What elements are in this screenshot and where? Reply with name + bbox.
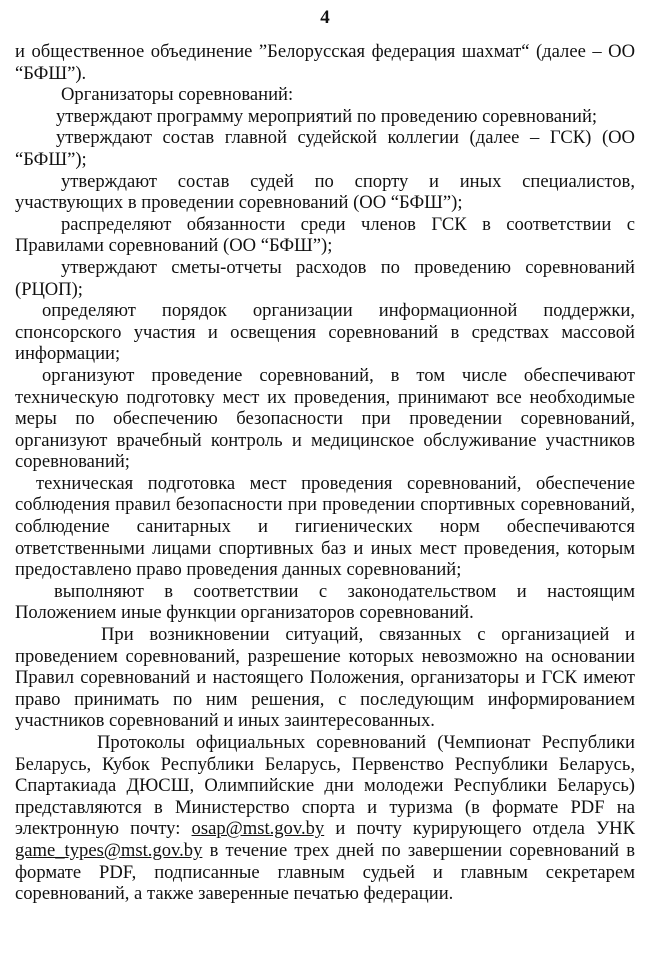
paragraph-judges: утверждают состав судей по спорту и иных специалистов, участвующих в проведении соревнований (ОО “БФШ”); <box>15 170 635 214</box>
page-number: 4 <box>320 7 330 28</box>
paragraph-functions: выполняют в соответствии с законодательством и настоящим Положением иные функции организаторов соревнований. <box>15 580 635 624</box>
protocols-text-2: и почту курирующего отдела УНК <box>324 818 636 840</box>
paragraph-technical: техническая подготовка мест проведения соревнований, обеспечение соблюдения правил безопасности при проведении спортивных соревнований, соблюдение санитарных и гигиенических норм обеспечиваются ответственными лицами спортивных баз и иных мест проведения, которым предоставлено право проведения данных соревнований; <box>15 472 635 581</box>
email-link-osap[interactable]: osap@mst.gov.by <box>191 818 325 840</box>
email-link-game-types[interactable]: game_types@mst.gov.by <box>15 839 203 861</box>
document-body <box>15 41 635 905</box>
paragraph-organizers-heading: Организаторы соревнований: <box>61 84 294 106</box>
paragraph-federation: и общественное объединение ”Белорусская федерация шахмат“ (далее – ОО “БФШ”). <box>15 41 635 84</box>
paragraph-estimates: утверждают сметы-отчеты расходов по проведению соревнований (РЦОП); <box>15 256 635 300</box>
paragraph-information: определяют порядок организации информационной поддержки, спонсорского участия и освещения соревнований в средствах массовой информации; <box>15 300 635 365</box>
paragraph-situations: При возникновении ситуаций, связанных с организацией и проведением соревнований, разрешение которых невозможно на основании Правил соревнований и настоящего Положения, организаторы и ГСК имеют право принимать по ним решения, с последующим информированием участников соревнований и иных заинтересованных. <box>15 624 635 732</box>
paragraph-protocols <box>15 732 635 905</box>
paragraph-gsk: утверждают состав главной судейской коллегии (далее – ГСК) (ОО “БФШ”); <box>15 127 635 170</box>
paragraph-duties: распределяют обязанности среди членов ГСК в соответствии с Правилами соревнований (ОО “БФШ”); <box>15 213 635 257</box>
paragraph-program: утверждают программу мероприятий по проведению соревнований; <box>56 105 598 127</box>
paragraph-organize: организуют проведение соревнований, в том числе обеспечивают техническую подготовку мест их проведения, принимают все необходимые меры по обеспечению безопасности при проведении соревнований, организуют врачебный контроль и медицинское обслуживание участников соревнований; <box>15 364 635 473</box>
protocols-text-3: в течение трех дней по завершении соревнований в формате PDF, подписанные главным судьей и главным секретарем соревнований, а также заверенные печатью федерации. <box>15 839 635 905</box>
protocols-text-1: Протоколы официальных соревнований (Чемпионат Республики Беларусь, Кубок Республики Беларусь, Первенство Республики Беларусь, Спартакиада ДЮСШ, Олимпийские дни молодежи Республики Беларусь) представляются в Министерство спорта и туризма (в формате PDF на электронную почту: <box>15 732 635 840</box>
